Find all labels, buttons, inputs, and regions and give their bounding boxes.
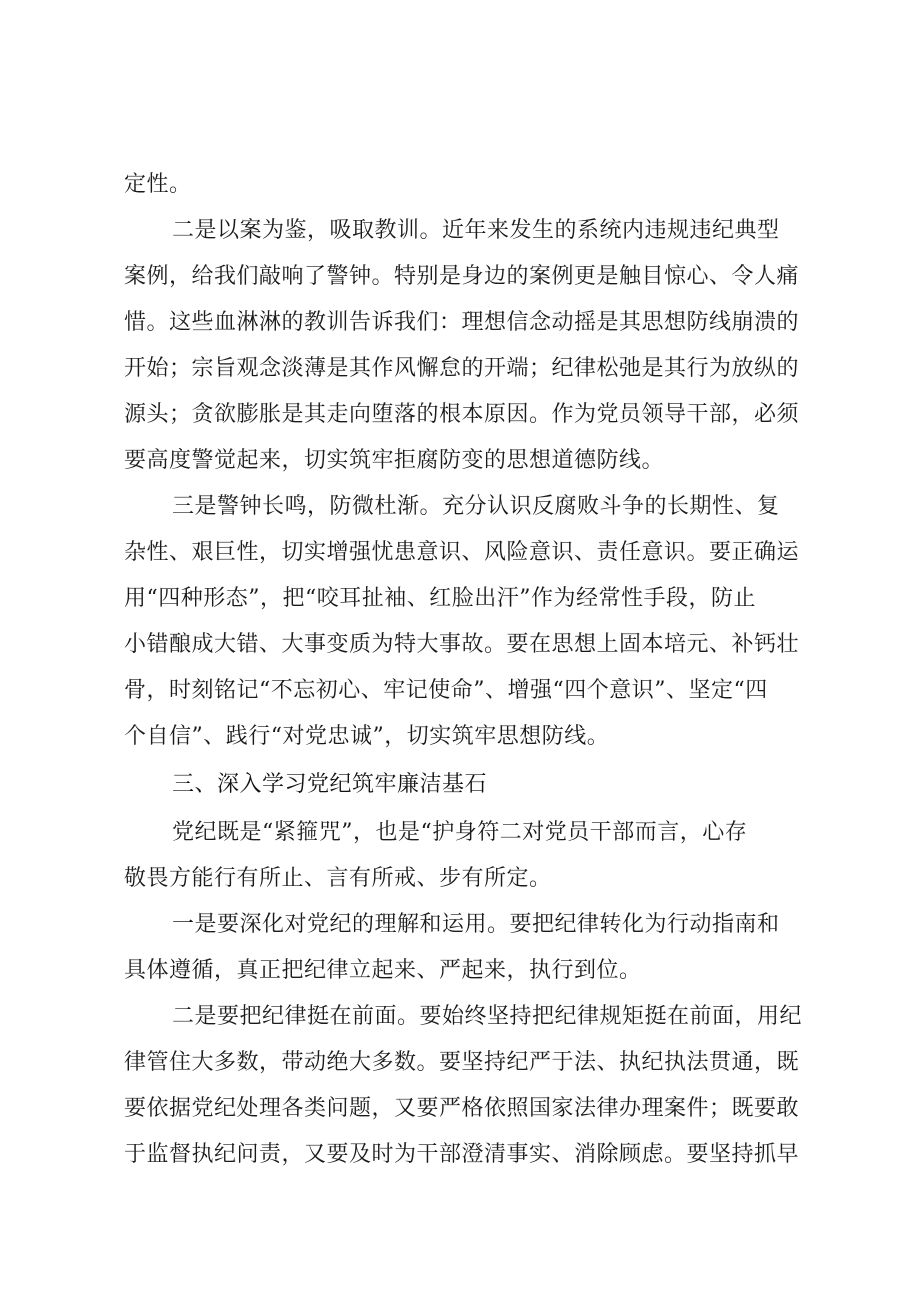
- paragraph-first-line: 二是要把纪律挺在前面。要始终坚持把纪律规矩挺在前面，用纪: [172, 1004, 803, 1029]
- text-line: 案例，给我们敲响了警钟。特别是身边的案例更是触目惊心、令人痛: [124, 264, 800, 289]
- text-line: 惜。这些血淋淋的教训告诉我们：理想信念动摇是其思想防线崩溃的: [124, 310, 800, 335]
- text-line: 小错酿成大错、大事变质为特大事故。要在思想上固本培元、补钙壮: [124, 632, 800, 657]
- paragraph-first-line: 党纪既是“紧箍咒”，也是“护身符二对党员干部而言，心存: [172, 820, 748, 845]
- text-line: 要依据党纪处理各类问题，又要严格依照国家法律办理案件；既要敢: [124, 1096, 800, 1121]
- text-line: 具体遵循，真正把纪律立起来、严起来，执行到位。: [124, 958, 642, 983]
- text-line: 个自信”、践行“对党忠诚”，切实筑牢思想防线。: [124, 724, 610, 749]
- text-line: 于监督执纪问责，又要及时为干部澄清事实、消除顾虑。要坚持抓早: [124, 1142, 800, 1167]
- section-heading: 三、深入学习党纪筑牢廉洁基石: [172, 772, 488, 797]
- text-line: 骨，时刻铭记“不忘初心、牢记使命”、增强“四个意识”、坚定“四: [124, 678, 768, 703]
- text-line: 律管住大多数，带动绝大多数。要坚持纪严于法、执纪执法贯通，既: [124, 1050, 800, 1075]
- text-line: 敬畏方能行有所止、言有所戒、步有所定。: [124, 866, 552, 891]
- text-line: 杂性、艰巨性，切实增强忧患意识、风险意识、责任意识。要正确运: [124, 540, 800, 565]
- paragraph-first-line: 一是要深化对党纪的理解和运用。要把纪律转化为行动指南和: [172, 912, 780, 937]
- text-line: 要高度警觉起来，切实筑牢拒腐防变的思想道德防线。: [124, 448, 665, 473]
- text-line: 源头；贪欲膨胀是其走向堕落的根本原因。作为党员领导干部，必须: [124, 402, 800, 427]
- paragraph-first-line: 二是以案为鉴，吸取教训。近年来发生的系统内违规违纪典型: [172, 218, 780, 243]
- paragraph-first-line: 三是警钟长鸣，防微杜渐。充分认识反腐败斗争的长期性、复: [172, 494, 780, 519]
- text-line: 开始；宗旨观念淡薄是其作风懈怠的开端；纪律松弛是其行为放纵的: [124, 356, 800, 381]
- text-line: 定性。: [124, 172, 192, 197]
- text-line: 用“四种形态”，把“咬耳扯袖、红脸出汗”作为经常性手段，防止: [124, 586, 756, 611]
